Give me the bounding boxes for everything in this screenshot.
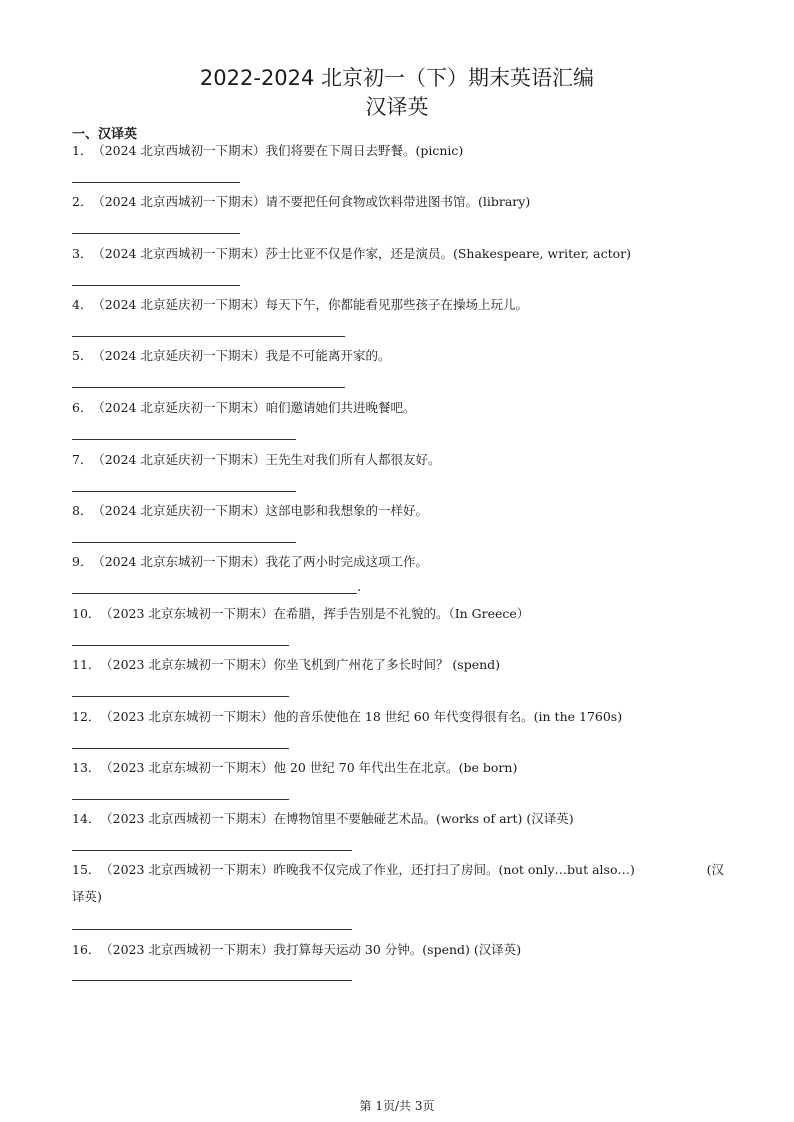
- question-16: [72, 942, 521, 958]
- question-number: 1．: [72, 143, 93, 158]
- answer-line[interactable]: [72, 696, 289, 697]
- question-text: （2024 北京延庆初一下期末）王先生对我们所有人都很友好。: [98, 452, 441, 467]
- question-15: [72, 856, 724, 910]
- answer-line[interactable]: [72, 645, 289, 646]
- question-number: 6．: [72, 400, 93, 415]
- question-text: （2024 北京东城初一下期末）我花了两小时完成这项工作。: [98, 554, 428, 569]
- question-number: 12．: [72, 709, 101, 724]
- page-number: 第 1页/共 3页: [359, 1099, 435, 1113]
- section-heading: 一、汉译英: [72, 127, 138, 142]
- question-number: 4．: [72, 297, 93, 312]
- answer-line[interactable]: [72, 336, 345, 337]
- question-text: （2024 北京延庆初一下期末）这部电影和我想象的一样好。: [98, 503, 428, 518]
- question-9: [72, 554, 428, 570]
- answer-line[interactable]: [72, 593, 357, 594]
- question-text: （2023 北京东城初一下期末）他 20 世纪 70 年代出生在北京。(be born): [106, 760, 518, 775]
- question-8: [72, 503, 428, 519]
- answer-period: .: [357, 580, 362, 595]
- answer-line[interactable]: [72, 542, 296, 543]
- answer-line[interactable]: [72, 491, 296, 492]
- question-number: 11．: [72, 657, 101, 672]
- answer-line[interactable]: [72, 980, 352, 981]
- question-10: [72, 606, 529, 622]
- question-text: （2024 北京西城初一下期末）莎士比亚不仅是作家，还是演员。(Shakespeare, writer, actor): [98, 246, 631, 261]
- question-number: 2．: [72, 194, 93, 209]
- answer-line[interactable]: [72, 748, 289, 749]
- question-2: [72, 194, 530, 210]
- question-number: 16．: [72, 942, 101, 957]
- question-5: [72, 348, 391, 364]
- answer-line[interactable]: [72, 799, 289, 800]
- question-number: 9．: [72, 554, 93, 569]
- question-tail-continued: 译英): [72, 889, 102, 904]
- question-text: （2023 北京东城初一下期末）他的音乐使他在 18 世纪 60 年代变得很有名。(in the 1760s): [106, 709, 623, 724]
- question-text: （2023 北京东城初一下期末）在希腊，挥手告别是不礼貌的。（In Greece）: [106, 606, 530, 621]
- question-number: 5．: [72, 348, 93, 363]
- answer-line[interactable]: [72, 285, 240, 286]
- question-text: （2024 北京延庆初一下期末）咱们邀请她们共进晚餐吧。: [98, 400, 416, 415]
- question-text: （2024 北京延庆初一下期末）每天下午，你都能看见那些孩子在操场上玩儿。: [98, 297, 528, 312]
- answer-line[interactable]: [72, 233, 240, 234]
- question-11: [72, 657, 500, 673]
- answer-line[interactable]: [72, 850, 352, 851]
- question-4: [72, 297, 528, 313]
- question-text: （2024 北京延庆初一下期末）我是不可能离开家的。: [98, 348, 391, 363]
- question-number: 14．: [72, 811, 101, 826]
- question-14: [72, 811, 574, 827]
- question-12: [72, 709, 622, 725]
- question-number: 3．: [72, 246, 93, 261]
- answer-line[interactable]: [72, 182, 240, 183]
- question-7: [72, 452, 441, 468]
- page-title: 2022-2024 北京初一（下）期末英语汇编: [199, 66, 595, 90]
- question-number: 15．: [72, 862, 101, 877]
- question-number: 13．: [72, 760, 101, 775]
- question-number: 7．: [72, 452, 93, 467]
- question-tail: (汉: [706, 862, 724, 877]
- page-subtitle: 汉译英: [365, 95, 429, 119]
- answer-line[interactable]: [72, 929, 352, 930]
- question-number: 10．: [72, 606, 101, 621]
- answer-line[interactable]: [72, 387, 345, 388]
- question-1: [72, 143, 463, 159]
- question-text: （2024 北京西城初一下期末）我们将要在下周日去野餐。(picnic): [98, 143, 464, 158]
- question-text: （2023 北京西城初一下期末）在博物馆里不要触碰艺术品。(works of art) (汉译英): [106, 811, 574, 826]
- question-text: （2024 北京西城初一下期末）请不要把任何食物或饮料带进图书馆。(library): [98, 194, 531, 209]
- question-3: [72, 246, 631, 262]
- question-6: [72, 400, 416, 416]
- question-number: 8．: [72, 503, 93, 518]
- question-text: （2023 北京东城初一下期末）你坐飞机到广州花了多长时间？ (spend): [106, 657, 501, 672]
- answer-line[interactable]: [72, 439, 296, 440]
- question-text: （2023 北京西城初一下期末）我打算每天运动 30 分钟。(spend) (汉译英): [106, 942, 522, 957]
- question-13: [72, 760, 517, 776]
- question-text: （2023 北京西城初一下期末）昨晚我不仅完成了作业，还打扫了房间。(not only…but also…): [106, 862, 635, 877]
